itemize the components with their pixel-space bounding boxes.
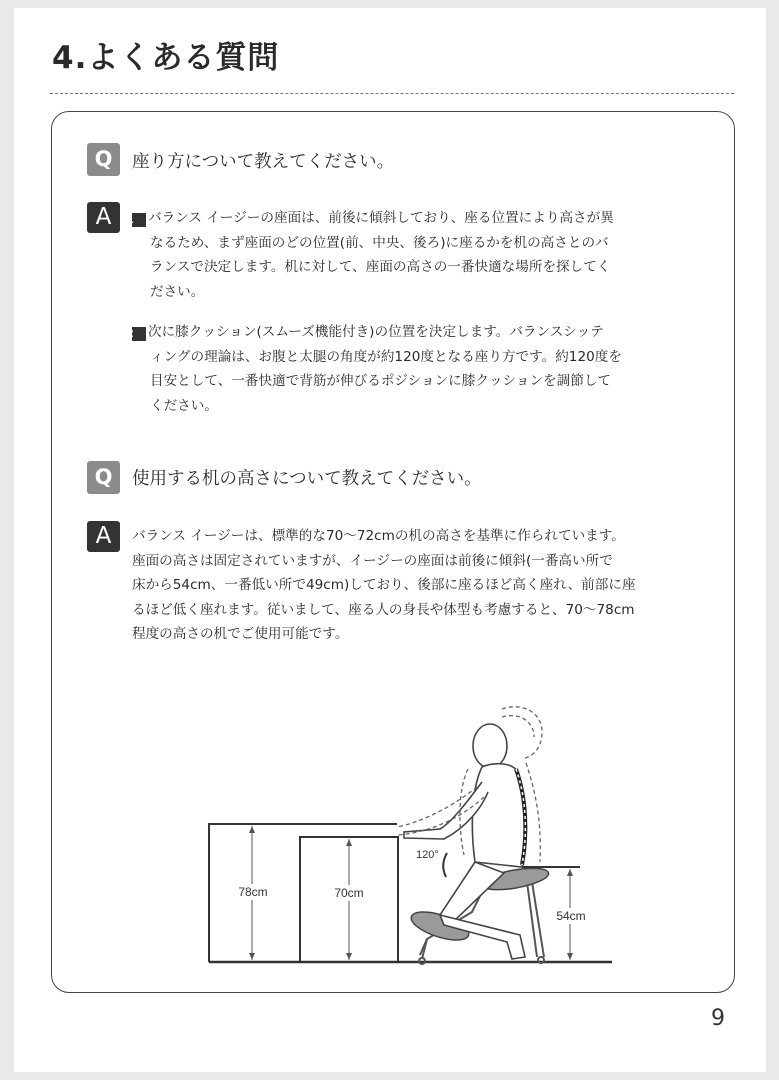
a-mark: A: [87, 202, 120, 233]
torso: [472, 764, 524, 867]
label-desk-high: 78cm: [238, 885, 268, 899]
manual-page: [14, 8, 766, 1072]
label-angle: 120°: [416, 849, 439, 861]
step-number-2: 2: [132, 327, 146, 341]
a-mark: A: [87, 521, 120, 552]
answer-step-1: 1 バランス イージーの座面は、前後に傾斜しており、座る位置により高さが異 なるため、まず座面のどの位置(前、中央、後ろ)に座るかを机の高さとのバ ランスで決定します。机に対して、座面の高さの一番快適な場所を探してく ださい。: [126, 210, 614, 300]
question-sitting: 座り方について教えてください。: [132, 152, 395, 172]
step-number-1: 1: [132, 213, 146, 227]
label-desk-low: 70cm: [334, 886, 364, 900]
page-number: 9: [711, 1006, 725, 1031]
q-mark: Q: [87, 143, 120, 176]
answer-desk-height: バランス イージーは、標準的な70〜72cmの机の高さを基準に作られています。 座面の高さは固定されていますが、イージーの座面は前後に傾斜(一番高い所で 床から54cm、一番低い所で49cm)しており、後部に座るほど高く座れ、前部に座 るほど低く座れます。従いまして、座る人の身長や体型も考慮すると、70〜78cm 程度の高さの机でご使用可能です。: [132, 528, 636, 642]
thigh: [440, 862, 504, 923]
question-desk-height: 使用する机の高さについて教えてください。: [132, 469, 482, 489]
section-title: 4.よくある質問: [52, 40, 280, 76]
head: [473, 724, 507, 768]
sitting-illustration: [182, 677, 622, 992]
faq-box: [51, 111, 735, 993]
title-divider: [50, 93, 734, 94]
q-mark: Q: [87, 461, 120, 494]
label-seat: 54cm: [556, 909, 586, 923]
answer-step-2: 2 次に膝クッション(スムーズ機能付き)の位置を決定します。バランスシッテ ィングの理論は、お腹と太腿の角度が約120度となる座り方です。約120度を 目安として、一番快適で背筋が伸びるポジションに膝クッションを調節して ください。: [126, 324, 622, 414]
